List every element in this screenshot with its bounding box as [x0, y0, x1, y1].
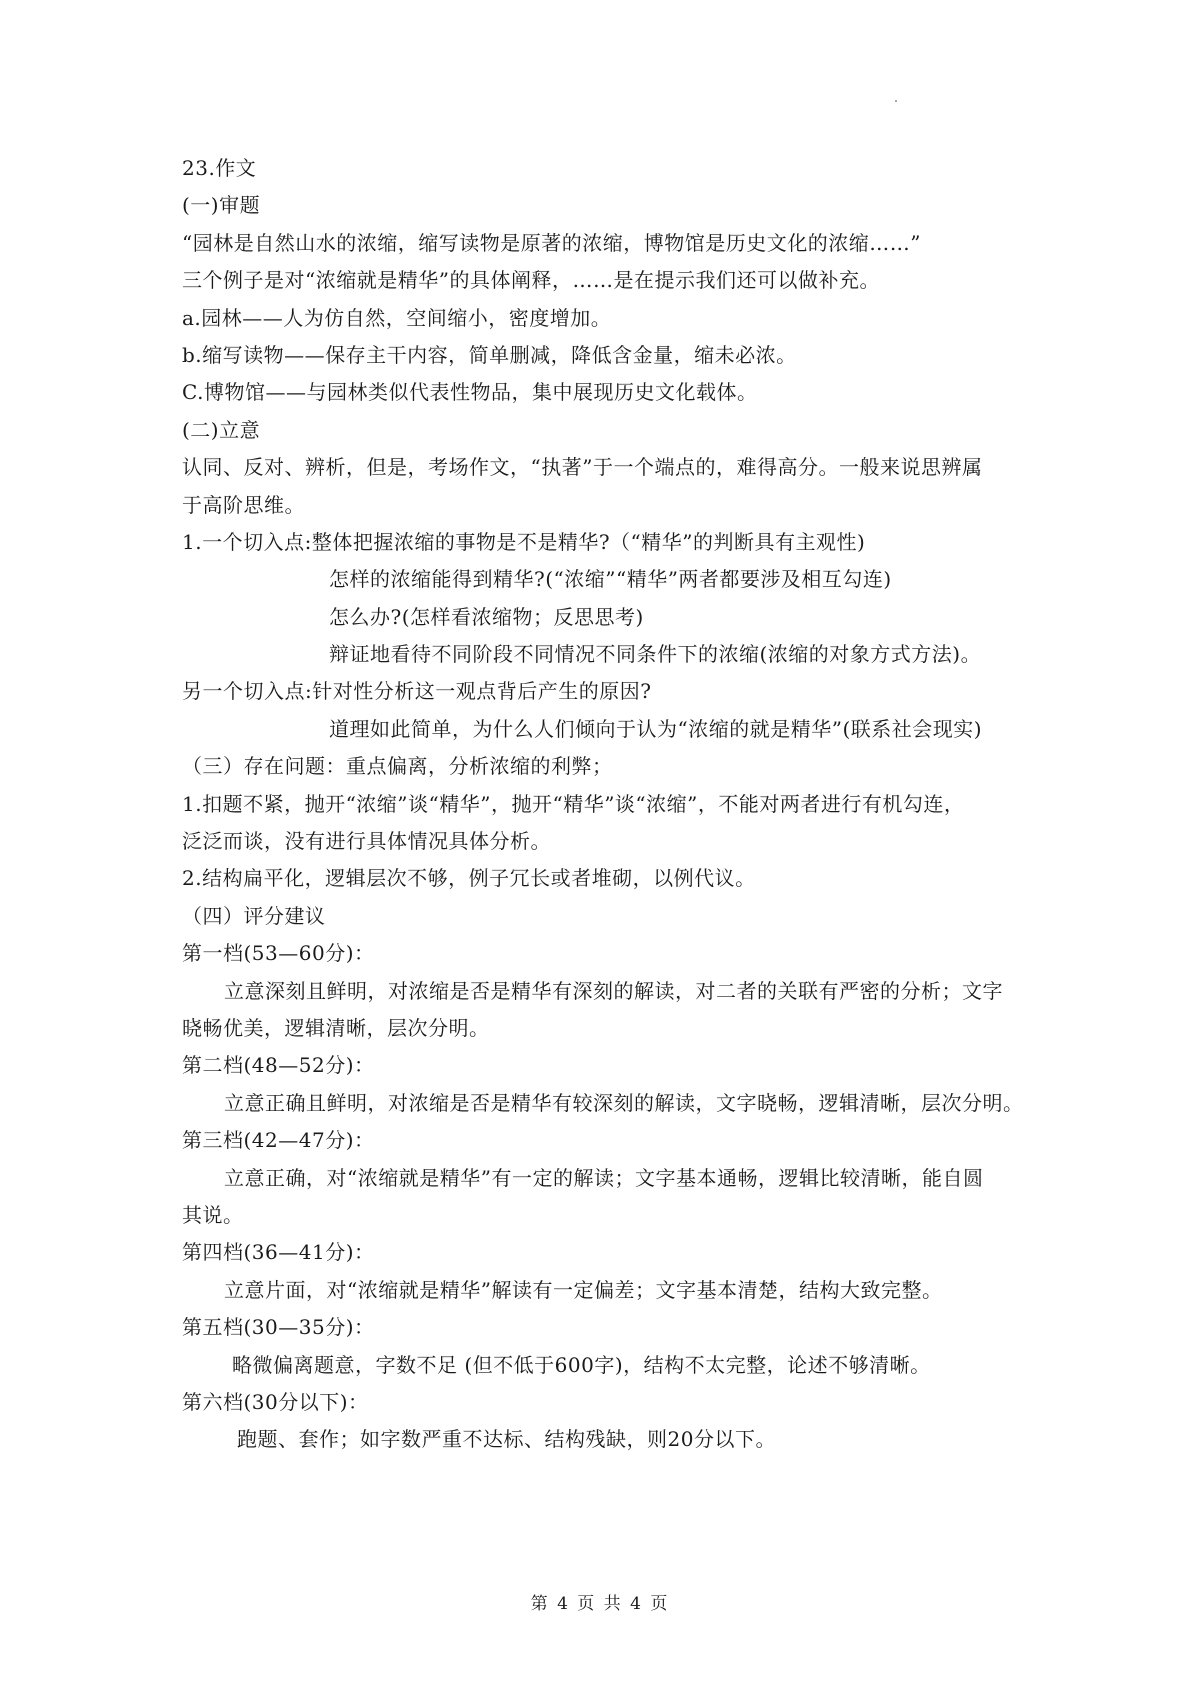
page-number: 第 4 页 共 4 页 [530, 1594, 670, 1614]
entry-point-1-sub: 辩证地看待不同阶段不同情况不同条件下的浓缩(浓缩的对象方式方法)。 [329, 642, 982, 667]
entry-point-2-sub: 道理如此简单，为什么人们倾向于认为“浓缩的就是精华”(联系社会现实) [329, 716, 983, 741]
section-heading-thesis: (二)立意 [182, 417, 261, 442]
section-heading-review: (一)审题 [182, 193, 261, 218]
grade-tier-4: 第四档(36—41分)： [182, 1240, 375, 1265]
essay-grading-notes [182, 150, 1022, 1459]
grade-tier-5-desc: 略微偏离题意，字数不足 (但不低于600字)，结构不太完整，论述不够清晰。 [232, 1352, 931, 1377]
entry-point-1: 1.一个切入点:整体把握浓缩的事物是不是精华?（“精华”的判断具有主观性) [182, 529, 866, 554]
section-heading-scoring: （四）评分建议 [182, 903, 326, 928]
entry-point-1-sub: 怎样的浓缩能得到精华?(“浓缩”“精华”两者都要涉及相互勾连) [329, 567, 892, 592]
grade-tier-3-desc-cont: 其说。 [182, 1202, 244, 1227]
grade-tier-5: 第五档(30—35分)： [182, 1315, 375, 1340]
paragraph-line: 于高阶思维。 [182, 492, 305, 517]
paragraph-line: 三个例子是对“浓缩就是精华”的具体阐释，……是在提示我们还可以做补充。 [182, 268, 880, 293]
grade-tier-6-desc: 跑题、套作；如字数严重不达标、结构残缺，则20分以下。 [237, 1427, 776, 1452]
prompt-quote: “园林是自然山水的浓缩，缩写读物是原著的浓缩，博物馆是历史文化的浓缩……” [182, 230, 921, 255]
problem-item-1: 1.扣题不紧，抛开“浓缩”谈“精华”，抛开“精华”谈“浓缩”，不能对两者进行有机勾连， [182, 791, 965, 816]
grade-tier-4-desc: 立意片面，对“浓缩就是精华”解读有一定偏差；文字基本清楚，结构大致完整。 [224, 1277, 943, 1302]
section-heading-problems: （三）存在问题：重点偏离，分析浓缩的利弊； [182, 754, 613, 779]
problem-item-1-cont: 泛泛而谈，没有进行具体情况具体分析。 [182, 829, 551, 854]
grade-tier-2: 第二档(48—52分)： [182, 1053, 375, 1078]
problem-item-2: 2.结构扁平化，逻辑层次不够，例子冗长或者堆砌，以例代议。 [182, 866, 756, 891]
paragraph-line: 认同、反对、辨析，但是，考场作文，“执著”于一个端点的，难得高分。一般来说思辨属 [182, 455, 983, 480]
question-heading: 23.作文 [182, 156, 257, 180]
grade-tier-3: 第三档(42—47分)： [182, 1128, 375, 1153]
grade-tier-1-desc-cont: 晓畅优美，逻辑清晰，层次分明。 [182, 1015, 490, 1040]
grade-tier-6: 第六档(30分以下)： [182, 1389, 369, 1414]
grade-tier-3-desc: 立意正确，对“浓缩就是精华”有一定的解读；文字基本通畅，逻辑比较清晰，能自圆 [224, 1165, 984, 1190]
grade-tier-1: 第一档(53—60分)： [182, 941, 375, 966]
grade-tier-1-desc: 立意深刻且鲜明，对浓缩是否是精华有深刻的解读，对二者的关联有严密的分析；文字 [224, 978, 1003, 1003]
grade-tier-2-desc: 立意正确且鲜明，对浓缩是否是精华有较深刻的解读，文字晓畅，逻辑清晰，层次分明。 [224, 1090, 1024, 1115]
list-item-c: C.博物馆——与园林类似代表性物品，集中展现历史文化载体。 [182, 380, 758, 405]
list-item-a: a.园林——人为仿自然，空间缩小，密度增加。 [182, 305, 612, 330]
entry-point-1-sub: 怎么办?(怎样看浓缩物；反思思考) [329, 604, 644, 629]
scan-speck [895, 100, 897, 102]
list-item-b: b.缩写读物——保存主干内容，简单删减，降低含金量，缩未必浓。 [182, 342, 797, 367]
entry-point-2: 另一个切入点:针对性分析这一观点背后产生的原因? [182, 679, 652, 704]
